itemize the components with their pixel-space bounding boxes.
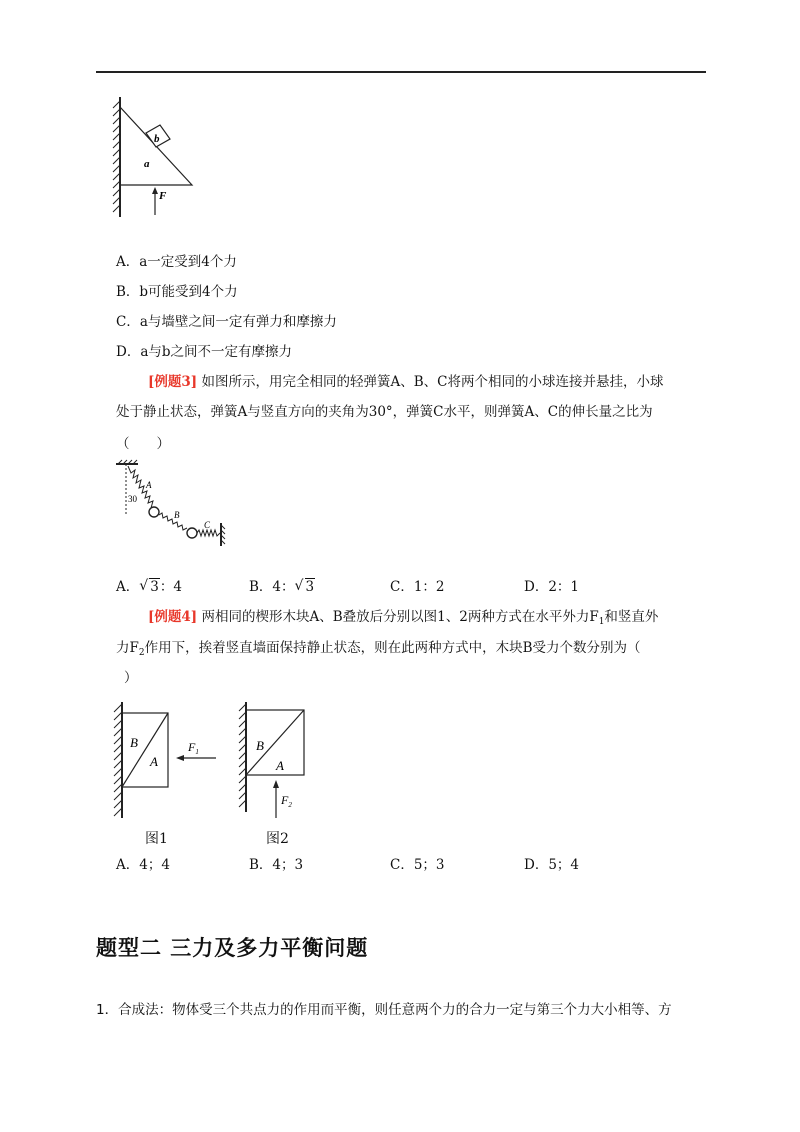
- example4-line2: 力$F_2$作用下，挨着竖直墙面保持静止状态，则在此两种方式中，木块B受力个数分别为（: [116, 640, 641, 658]
- example3-line1: [例题3] 如图所示，用完全相同的轻弹簧A、B、C将两个相同的小球连接并悬挂，小球: [148, 374, 664, 390]
- fig2-label-B: B: [256, 738, 264, 753]
- q2-option-a: A．a一定受到4个力: [116, 254, 237, 270]
- example3-option-c: C．1：2: [390, 579, 445, 595]
- section-heading: 题型二 三力及多力平衡问题: [96, 936, 369, 960]
- spring-figure: [112, 460, 234, 552]
- fig2-label-F: $F_2$: [281, 793, 292, 809]
- fig2-caption: 图2: [266, 831, 289, 847]
- example4-line1: [例题4] 两相同的楔形木块A、B叠放后分别以图1、2两种方式在水平外力$F_1$和竖直外: [148, 609, 659, 627]
- example4-option-d: D．5；4: [524, 857, 580, 873]
- wedge-figure-2: [236, 700, 316, 825]
- fig2-label-A: A: [276, 758, 284, 773]
- example3-option-d: D．2：1: [524, 579, 580, 595]
- header-rule: [96, 71, 706, 73]
- label-30: 30: [128, 494, 137, 504]
- wedge-figure-1: [110, 700, 225, 825]
- q2-option-d: D．a与b之间不一定有摩擦力: [116, 344, 293, 360]
- label-a: a: [144, 158, 150, 170]
- section-paragraph: 1．合成法：物体受三个共点力的作用而平衡，则任意两个力的合力一定与第三个力大小相等、方: [96, 1002, 672, 1018]
- example4-line3: ）: [124, 670, 138, 686]
- label-b: b: [154, 133, 160, 145]
- fig1-caption: 图1: [145, 831, 168, 847]
- example3-line3: （ ）: [116, 436, 170, 452]
- example4-option-c: C．5；3: [390, 857, 445, 873]
- example4-option-a: A．4；4: [116, 857, 170, 873]
- label-B: B: [174, 510, 180, 520]
- q2-option-b: B．b可能受到4个力: [116, 284, 238, 300]
- example3-line2: 处于静止状态，弹簧A与竖直方向的夹角为30°，弹簧C水平，则弹簧A、C的伸长量之比为: [116, 404, 653, 420]
- label-F: F: [159, 190, 167, 202]
- fig1-label-B: B: [130, 735, 138, 750]
- wedge-figure: [108, 95, 208, 220]
- fig1-label-F: $F_1$: [188, 740, 199, 756]
- q2-option-c: C．a与墙壁之间一定有弹力和摩擦力: [116, 314, 337, 330]
- example4-option-b: B．4；3: [249, 857, 304, 873]
- label-C: C: [204, 520, 211, 530]
- fig1-label-A: A: [150, 754, 158, 769]
- label-A: A: [146, 480, 152, 490]
- example3-tag: [例题3]: [148, 374, 198, 390]
- example3-option-a: A． √ 3：4: [116, 578, 182, 595]
- example4-tag: [例题4]: [148, 609, 198, 625]
- example3-option-b: B．4： √ 3: [249, 578, 315, 595]
